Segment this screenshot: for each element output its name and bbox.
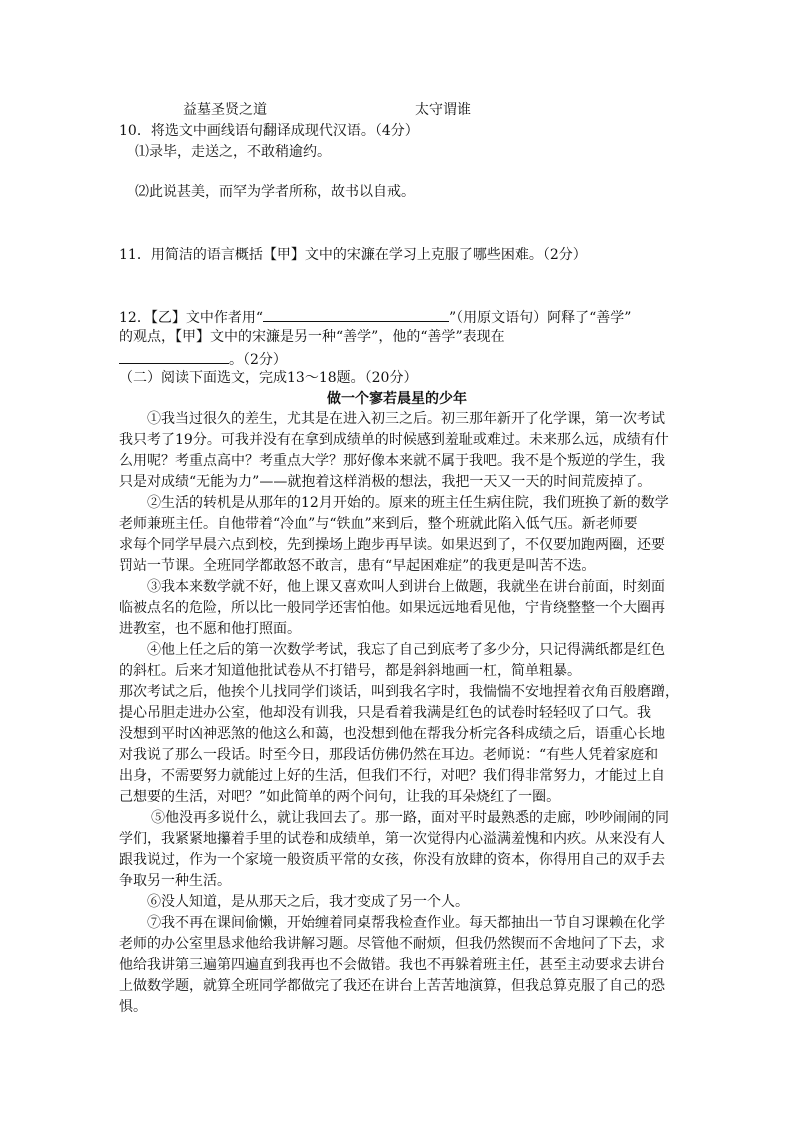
article-line: 那次考试之后，他挨个儿找同学们谈话，叫到我名字时，我惴惴不安地捏着衣角百般磨蹭，: [119, 684, 679, 700]
question-12-line-1: [119, 307, 631, 327]
answer-blank-2[interactable]: [119, 349, 229, 364]
question-10-item-1: ⑴录毕，走送之，不敢稍逾约。: [135, 144, 331, 160]
article-line: ③我本来数学就不好，他上课又喜欢叫人到讲台上做题，我就坐在讲台前面，时刻面: [147, 579, 665, 595]
article-line: 么用呢？考重点高中？考重点大学？那好像本来就不属于我吧。我不是个叛逆的学生，我: [119, 453, 665, 469]
question-12-part-3: 。（2分）: [229, 352, 287, 368]
article-line: 没想到平时凶神恶煞的他这么和蔼，也没想到他在帮我分析完各科成绩之后，语重心长地: [119, 726, 665, 742]
question-10-item-2: ⑵此说甚美，而罕为学者所称，故书以自戒。: [135, 184, 415, 200]
article-line: 争取另一种生活。: [119, 873, 231, 889]
article-line: 跟我说过，作为一个家境一般资质平常的女孩，你没有放肆的资本，你得用自己的双手去: [119, 852, 665, 868]
article-line: 对我说了那么一段话。时至今日，那段话仿佛仍然在耳边。老师说：“有些人凭着家庭和: [119, 747, 659, 763]
top-item-2: 太守谓谁: [415, 102, 471, 118]
article-line: 惧。: [119, 999, 147, 1015]
answer-blank-1[interactable]: [263, 307, 449, 322]
article-line: 老师兼班主任。自他带着“冷血”与“铁血”来到后，整个班就此陷入低气压。新老师要: [119, 516, 638, 532]
top-item-1: 益墓圣贤之道: [183, 102, 267, 118]
article-line: ④他上任之后的第一次数学考试，我忘了自己到底考了多少分，只记得满纸都是红色: [147, 642, 665, 658]
section-2-heading: （二）阅读下面选文，完成13～18题。（20分）: [119, 370, 418, 386]
article-line: ⑦我不再在课间偷懒，开始缠着同桌帮我检查作业。每天都抽出一节自习课赖在化学: [147, 915, 665, 931]
article-line: 我只考了19分。可我并没有在拿到成绩单的时候感到羞耻或难过。未来那么远，成绩有什: [119, 432, 669, 448]
question-12-part-2: ”（用原文语句）阿释了“善学”: [448, 310, 632, 326]
article-line: 求每个同学早晨六点到校，先到操场上跑步再早读。如果迟到了，不仅要加跑两圈，还要: [119, 537, 665, 553]
article-line: 己想要的生活，对吧？”如此简单的两个问句，让我的耳朵烧红了一圈。: [119, 789, 561, 805]
article-line: 罚站一节课。全班同学都敢怒不敢言，患有“早起困难症”的我更是叫苦不迭。: [119, 558, 596, 574]
article-line: ⑥没人知道，是从那天之后，我才变成了另一个人。: [147, 894, 469, 910]
question-12-part-1: 12．【乙】文中作者用“: [119, 310, 263, 326]
article-line: 上做数学题，就算全班同学都做完了我还在讲台上苦苦地演算，但我总算克服了自己的恐: [119, 978, 665, 994]
question-12-line-3: [119, 349, 287, 369]
article-line: ⑤他没再多说什么，就让我回去了。那一路，面对平时最熟悉的走廊，吵吵闹闹的同: [151, 810, 669, 826]
question-11: 11．用简洁的语言概括【甲】文中的宋濂在学习上克服了哪些困难。（2分）: [119, 247, 587, 263]
article-line: 临被点名的危险，所以比一般同学还害怕他。如果远远地看见他，宁肯绕整整一个大圈再: [119, 600, 665, 616]
article-title: 做一个寥若晨星的少年: [327, 391, 467, 407]
article-line: 的斜杠。后来才知道他批试卷从不打错号，都是斜斜地画一杠，简单粗暴。: [119, 663, 581, 679]
article-line: 老师的办公室里恳求他给我讲解习题。尽管他不耐烦，但我仍然锲而不舍地问了下去，求: [119, 936, 665, 952]
article-line: 提心吊胆走进办公室，他却没有训我，只是看着我满是红色的试卷时轻轻叹了口气。我: [119, 705, 651, 721]
article-line: ①我当过很久的差生，尤其是在进入初三之后。初三那年新开了化学课，第一次考试: [147, 411, 665, 427]
article-line: 他给我讲第三遍第四遍直到我再也不会做错。我也不再躲着班主任，甚至主动要求去讲台: [119, 957, 665, 973]
article-line: 出身，不需要努力就能过上好的生活，但我们不行，对吧？我们得非常努力，才能过上自: [119, 768, 665, 784]
article-line: 进教室，也不愿和他打照面。: [119, 621, 301, 637]
question-12-line-2: 的观点，【甲】文中的宋濂是另一种“善学”，他的“善学”表现在: [119, 329, 505, 345]
article-line: ②生活的转机是从那年的12月开始的。原来的班主任生病住院，我们班换了新的数学: [147, 495, 669, 511]
article-line: 只是对成绩“无能为力”——就抱着这样消极的想法，我把一天又一天的时间荒废掉了。: [119, 474, 652, 490]
question-10-heading: 10．将选文中画线语句翻译成现代汉语。（4分）: [119, 123, 419, 139]
article-line: 学们，我紧紧地攥着手里的试卷和成绩单，第一次觉得内心溢满羞愧和内疚。从来没有人: [119, 831, 665, 847]
